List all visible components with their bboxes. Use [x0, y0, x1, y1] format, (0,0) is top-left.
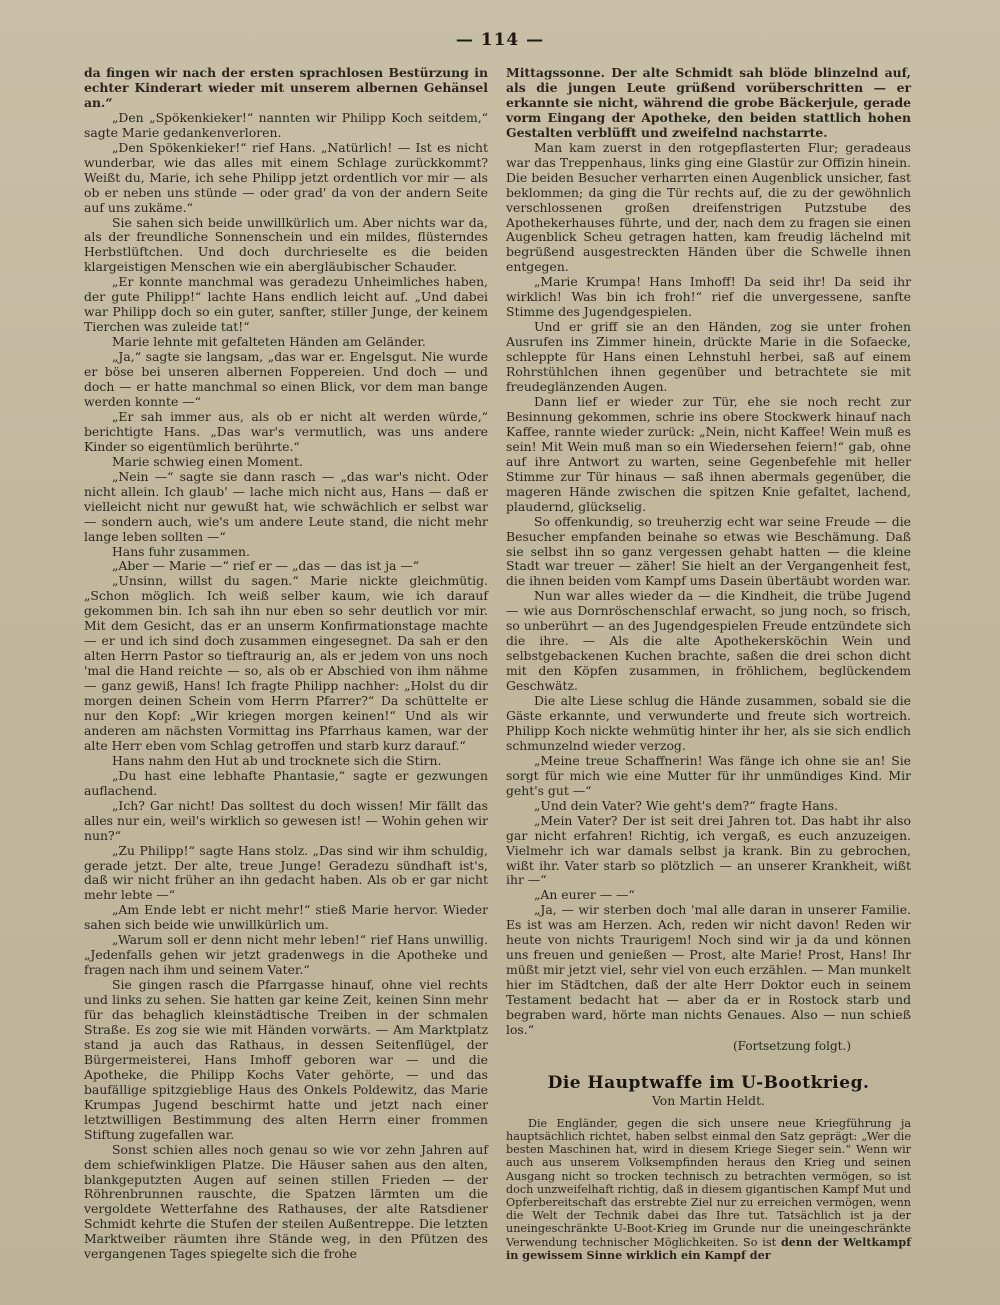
story-paragraph: Sie sahen sich beide unwillkürlich um. Aber nichts war da, als der freundliche Sonnenschein und ein mildes, flüsterndes Herbstlüftchen. Und doch durchrieselte es die beiden klargeistigen Menschen wie ein abergläubischer Schauder. [84, 214, 488, 275]
story-paragraph: Marie lehnte mit gefalteten Händen am Geländer. [112, 334, 426, 350]
story-paragraph: „Nein —“ sagte sie dann rasch — „das war's nicht. Oder nicht allein. Ich glaub' — lache mich nicht aus, Hans — daß er vielleicht nicht nur gewußt hat, wie schwächlich er selbst war — sondern auch, wie's um andere Leute stand, die nicht mehr lange leben sollten —“ [84, 468, 488, 544]
story-paragraph: „Er konnte manchmal was geradezu Unheimliches haben, der gute Philipp!“ lachte Hans endlich leicht auf. „Und dabei war Philipp doch so ein guter, sanfter, stiller Junge, der keinem Tierchen was zuleide tat!“ [84, 274, 488, 335]
story-paragraph: „Ja,“ sagte sie langsam, „das war er. Engelsgut. Nie wurde er böse bei unseren albernen Foppereien. Und doch — und doch — er hatte manchmal so einen Blick, vor dem man bange werden konnte —“ [84, 349, 488, 409]
story-paragraph: „Mein Vater? Der ist seit drei Jahren tot. Das habt ihr also gar nicht erfahren! Richtig, ich vergaß, es euch anzuzeigen. Vielmehr ich war damals selbst ja krank. Bin zu gebrochen, wißt ihr. Vater starb so plötzlich — an unserer Krankheit, wißt ihr —“ [506, 812, 911, 888]
story-paragraph: „Am Ende lebt er nicht mehr!“ stieß Marie hervor. Wieder sahen sich beide wie unwillkürlich um. [84, 902, 488, 933]
story-paragraph: Und er griff sie an den Händen, zog sie unter frohen Ausrufen ins Zimmer hinein, drückte Marie in die Sofaecke, schleppte für Hans einen Lehnstuhl herbei, saß auf einem Rohrstühlchen ihnen gegenüber und betrachtete sie mit freudeglänzenden Augen. [506, 319, 911, 395]
article-text-end: denn der Weltkampf in gewissem Sinne wirklich ein Kampf der [506, 1234, 912, 1262]
story-paragraph: „Marie Krumpa! Hans Imhoff! Da seid ihr! Da seid ihr wirklich! Was bin ich froh!“ rief die unvergessene, sanfte Stimme des Jugendgespielen. [506, 274, 911, 320]
right-column [506, 66, 911, 1262]
article-author: Von Martin Heldt. [652, 1092, 765, 1108]
story-paragraph: „Ich? Gar nicht! Das solltest du doch wissen! Mir fällt das alles nur ein, weil's wirklich so gewesen ist! — Wohin gehen wir nun?“ [84, 797, 488, 843]
continuation-note: (Fortsetzung folgt.) [733, 1038, 851, 1053]
story-paragraph: Man kam zuerst in den rotgepflasterten Flur; geradeaus war das Treppenhaus, links ging eine Glastür zur Offizin hinein. Die beiden Besucher verharrten einen Augenblick unsicher, fast beklommen; da ging die Tür rechts auf, die zu der gewöhnlich verschlossenen großen dreifenstrigen Putzstube des Apothekerhauses führte, und der, nach dem zu fragen sie einen Augenblick Scheu getragen hatten, kam freudig lächelnd mit begrüßend ausgestreckten Händen über die Schwelle ihnen entgegen. [506, 139, 911, 275]
story-paragraph: „Du hast eine lebhafte Phantasie,“ sagte er gezwungen auflachend. [84, 767, 488, 798]
story-paragraph: „Warum soll er denn nicht mehr leben!“ rief Hans unwillig. „Jedenfalls gehen wir jetzt gradenwegs in die Apotheke und fragen nach ihm und seinem Vater.“ [84, 932, 488, 978]
article-header [506, 1072, 911, 1109]
story-paragraph: Marie schwieg einen Moment. [112, 453, 303, 469]
story-paragraph: Die alte Liese schlug die Hände zusammen, sobald sie die Gäste erkannte, und verwunderte und freute sich wortreich. Philipp Koch nickte wehmütig hinter ihr her, als sie sich endlich schmunzelnd wieder verzog. [506, 693, 911, 753]
page-number: — 114 — [455, 30, 545, 50]
article-body [506, 1117, 911, 1262]
story-paragraph: „Unsinn, willst du sagen.“ Marie nickte gleichmütig. „Schon möglich. Ich weiß selber kaum, wie ich darauf gekommen bin. Ich sah ihn nur eben so sehr deutlich vor mir. Mit dem Gesicht, das er an unserm Konfirmationstage machte — er und ich sind doch zusammen eingesegnet. Da sah er den alten Herrn Pastor so tieftraurig an, als er jedem von uns noch 'mal die Hand reichte — so, als ob er Abschied von ihm nähme — ganz gewiß, Hans! Ich fragte Philipp nachher: „Holst du dir morgen deinen Schein vom Herrn Pfarrer?“ Da schüttelte er nur den Kopf: „Wir kriegen morgen keinen!“ Und als wir anderen am nächsten Vormittag ins Pfarrhaus kamen, war der alte Herr eben vom Schlag getroffen und starb kurz darauf.“ [84, 573, 488, 753]
story-paragraph: Hans fuhr zusammen. [112, 543, 250, 559]
article-text: Die Engländer, gegen die sich unsere neue Kriegführung ja hauptsächlich richtet, haben selbst einmal den Satz geprägt: „Wer die besten Maschinen hat, wird in diesem Kriege Sieger sein.“ Wenn wir auch aus unserem Volksempfinden heraus den Krieg und seinen Ausgang nicht so trocken technisch zu betrachten vermögen, so ist doch unzweifelhaft richtig, daß in diesem gigantischen Kampf Mut und Opferbereitschaft das erstrebte Ziel nur zu erreichen vermögen, wenn die Welt der Technik dabei das Ihre tut. Tatsächlich ist ja der uneingeschränkte U-Boot-Krieg im Grunde nur die uneingeschränkte Verwendung technischer Möglichkeiten. So ist [506, 1116, 911, 1249]
story-paragraph: Dann lief er wieder zur Tür, ehe sie noch recht zur Besinnung gekommen, schrie ins obere Stockwerk hinauf nach Kaffee, rannte wieder zurück: „Nein, nicht Kaffee! Wein muß es sein! Mit Wein muß man so ein Wiedersehen feiern!“ gab, ohne auf ihre Antwort zu warten, seine Gegenbefehle mit heller Stimme zur Tür hinaus — saß ihnen abermals gegenüber, die mageren Hände zwischen die spitzen Knie gefaltet, lachend, plaudernd, glückselig. [506, 393, 911, 514]
story-paragraph: „Und dein Vater? Wie geht's dem?“ fragte Hans. [534, 797, 839, 813]
story-paragraph: „An eurer — —“ [534, 887, 635, 903]
story-paragraph: da fingen wir nach der ersten sprachlosen Bestürzung in echter Kinderart wieder mit unserem albernen Gehänsel an.“ [84, 65, 488, 110]
story-paragraph: So offenkundig, so treuherzig echt war seine Freude — die Besucher empfanden beinahe so etwas wie Beschämung. Daß sie selbst ihn so ganz vergessen gehabt hatten — die kleine Stadt war treuer — zäher! Sie hielt an der Vergangenheit fest, die ihnen beiden vom Kampf ums Dasein übertäubt worden war. [506, 513, 911, 589]
story-paragraph: „Ja, — wir sterben doch 'mal alle daran in unserer Familie. Es ist was am Herzen. Ach, reden wir nicht davon! Reden wir heute von nichts Traurigem! Noch sind wir ja da und können uns freuen und genießen — Prost, alte Marie! Prost, Hans! Ihr müßt mir jetzt viel, sehr viel von euch erzählen. — Man munkelt hier im Städtchen, daß der alte Herr Doktor euch in seinem Testament bedacht hat — aber da er in Rostock starb und begraben ward, hörte man nichts Genaues. Also — nun schieß los.“ [506, 902, 911, 1037]
story-paragraph: „Den Spökenkieker!“ rief Hans. „Natürlich! — Ist es nicht wunderbar, wie das alles mit einem Schlage zurückkommt? Weißt du, Marie, ich sehe Philipp jetzt ordentlich vor mir — als ob er neben uns stünde — oder grad' da von der andern Seite auf uns zukäme.“ [84, 139, 488, 215]
story-paragraph: „Meine treue Schaffnerin! Was fänge ich ohne sie an! Sie sorgt für mich wie eine Mutter für ihr unmündiges Kind. Mir geht's gut —“ [506, 752, 911, 798]
story-paragraph: „Zu Philipp!“ sagte Hans stolz. „Das sind wir ihm schuldig, gerade jetzt. Der alte, treue Junge! Geradezu sündhaft ist's, daß wir nicht früher an ihn gedacht haben. Als ob er gar nicht mehr lebte —“ [84, 842, 488, 903]
story-paragraph: Nun war alles wieder da — die Kindheit, die trübe Jugend — wie aus Dornröschenschlaf erwacht, so jung noch, so frisch, so unberührt — an des Jugendgespielen Freude entzündete sich die ihre. — Als die alte Apothekersköchin Wein und selbstgebackenen Kuchen brachte, saßen die drei schon dicht mit den Köpfen zusammen, in fröhlichem, beglückendem Geschwätz. [506, 588, 911, 694]
left-column [84, 66, 488, 1262]
story-paragraph: Mittagssonne. Der alte Schmidt sah blöde blinzelnd auf, als die jungen Leute grüßend vorüberschritten — er erkannte sie nicht, während die grobe Bäckerjule, gerade vorm Eingang der Apotheke, den beiden stattlich hohen Gestalten verblüfft und zweifelnd nachstarrte. [506, 65, 911, 140]
story-paragraph: „Den „Spökenkieker!“ nannten wir Philipp Koch seitdem,“ sagte Marie gedankenverloren. [84, 109, 488, 140]
story-paragraph: „Aber — Marie —“ rief er — „das — das ist ja —“ [112, 558, 420, 574]
story-paragraph: Sie gingen rasch die Pfarrgasse hinauf, ohne viel rechts und links zu sehen. Sie hatten gar keine Zeit, keinen Sinn mehr für das behaglich kleinstädtische Treiben in der schmalen Straße. Es zog sie wie mit Händen vorwärts. — Am Marktplatz stand ja auch das Rathaus, in dessen Seitenflügel, der Bürgermeisterei, Hans Imhoff geboren war — und die Apotheke, die Philipp Kochs Vater gehörte, — und das baufällige spitzgieblige Haus des Onkels Poldewitz, das Marie Krumpas Jugend beschirmt hatte und jetzt nach einer letztwilligen Bestimmung des alten Herrn einer frommen Stiftung zugefallen war. [84, 977, 488, 1142]
article-title: Die Hauptwaffe im U-Bootkrieg. [547, 1072, 870, 1093]
story-paragraph: Sonst schien alles noch genau so wie vor zehn Jahren auf dem schiefwinkligen Platze. Die Häuser sahen aus den alten, blankgeputzten Augen auf seinen stillen Frieden — der Röhrenbrunnen rauschte, die Spatzen lärmten um die vergoldete Wetterfahne des Rathauses, der alte Ratsdiener Schmidt kehrte die Stufen der steilen Außentreppe. Die letzten Marktweiber räumten ihre Stände weg, in den Pfützen des vergangenen Tages spiegelte sich die frohe [84, 1141, 488, 1262]
story-paragraph: Hans nahm den Hut ab und trocknete sich die Stirn. [112, 752, 442, 768]
story-paragraph: „Er sah immer aus, als ob er nicht alt werden würde,“ berichtigte Hans. „Das war's vermutlich, was uns andere Kinder so eigentümlich berührte.“ [84, 408, 488, 454]
article-paragraph [506, 1117, 911, 1262]
